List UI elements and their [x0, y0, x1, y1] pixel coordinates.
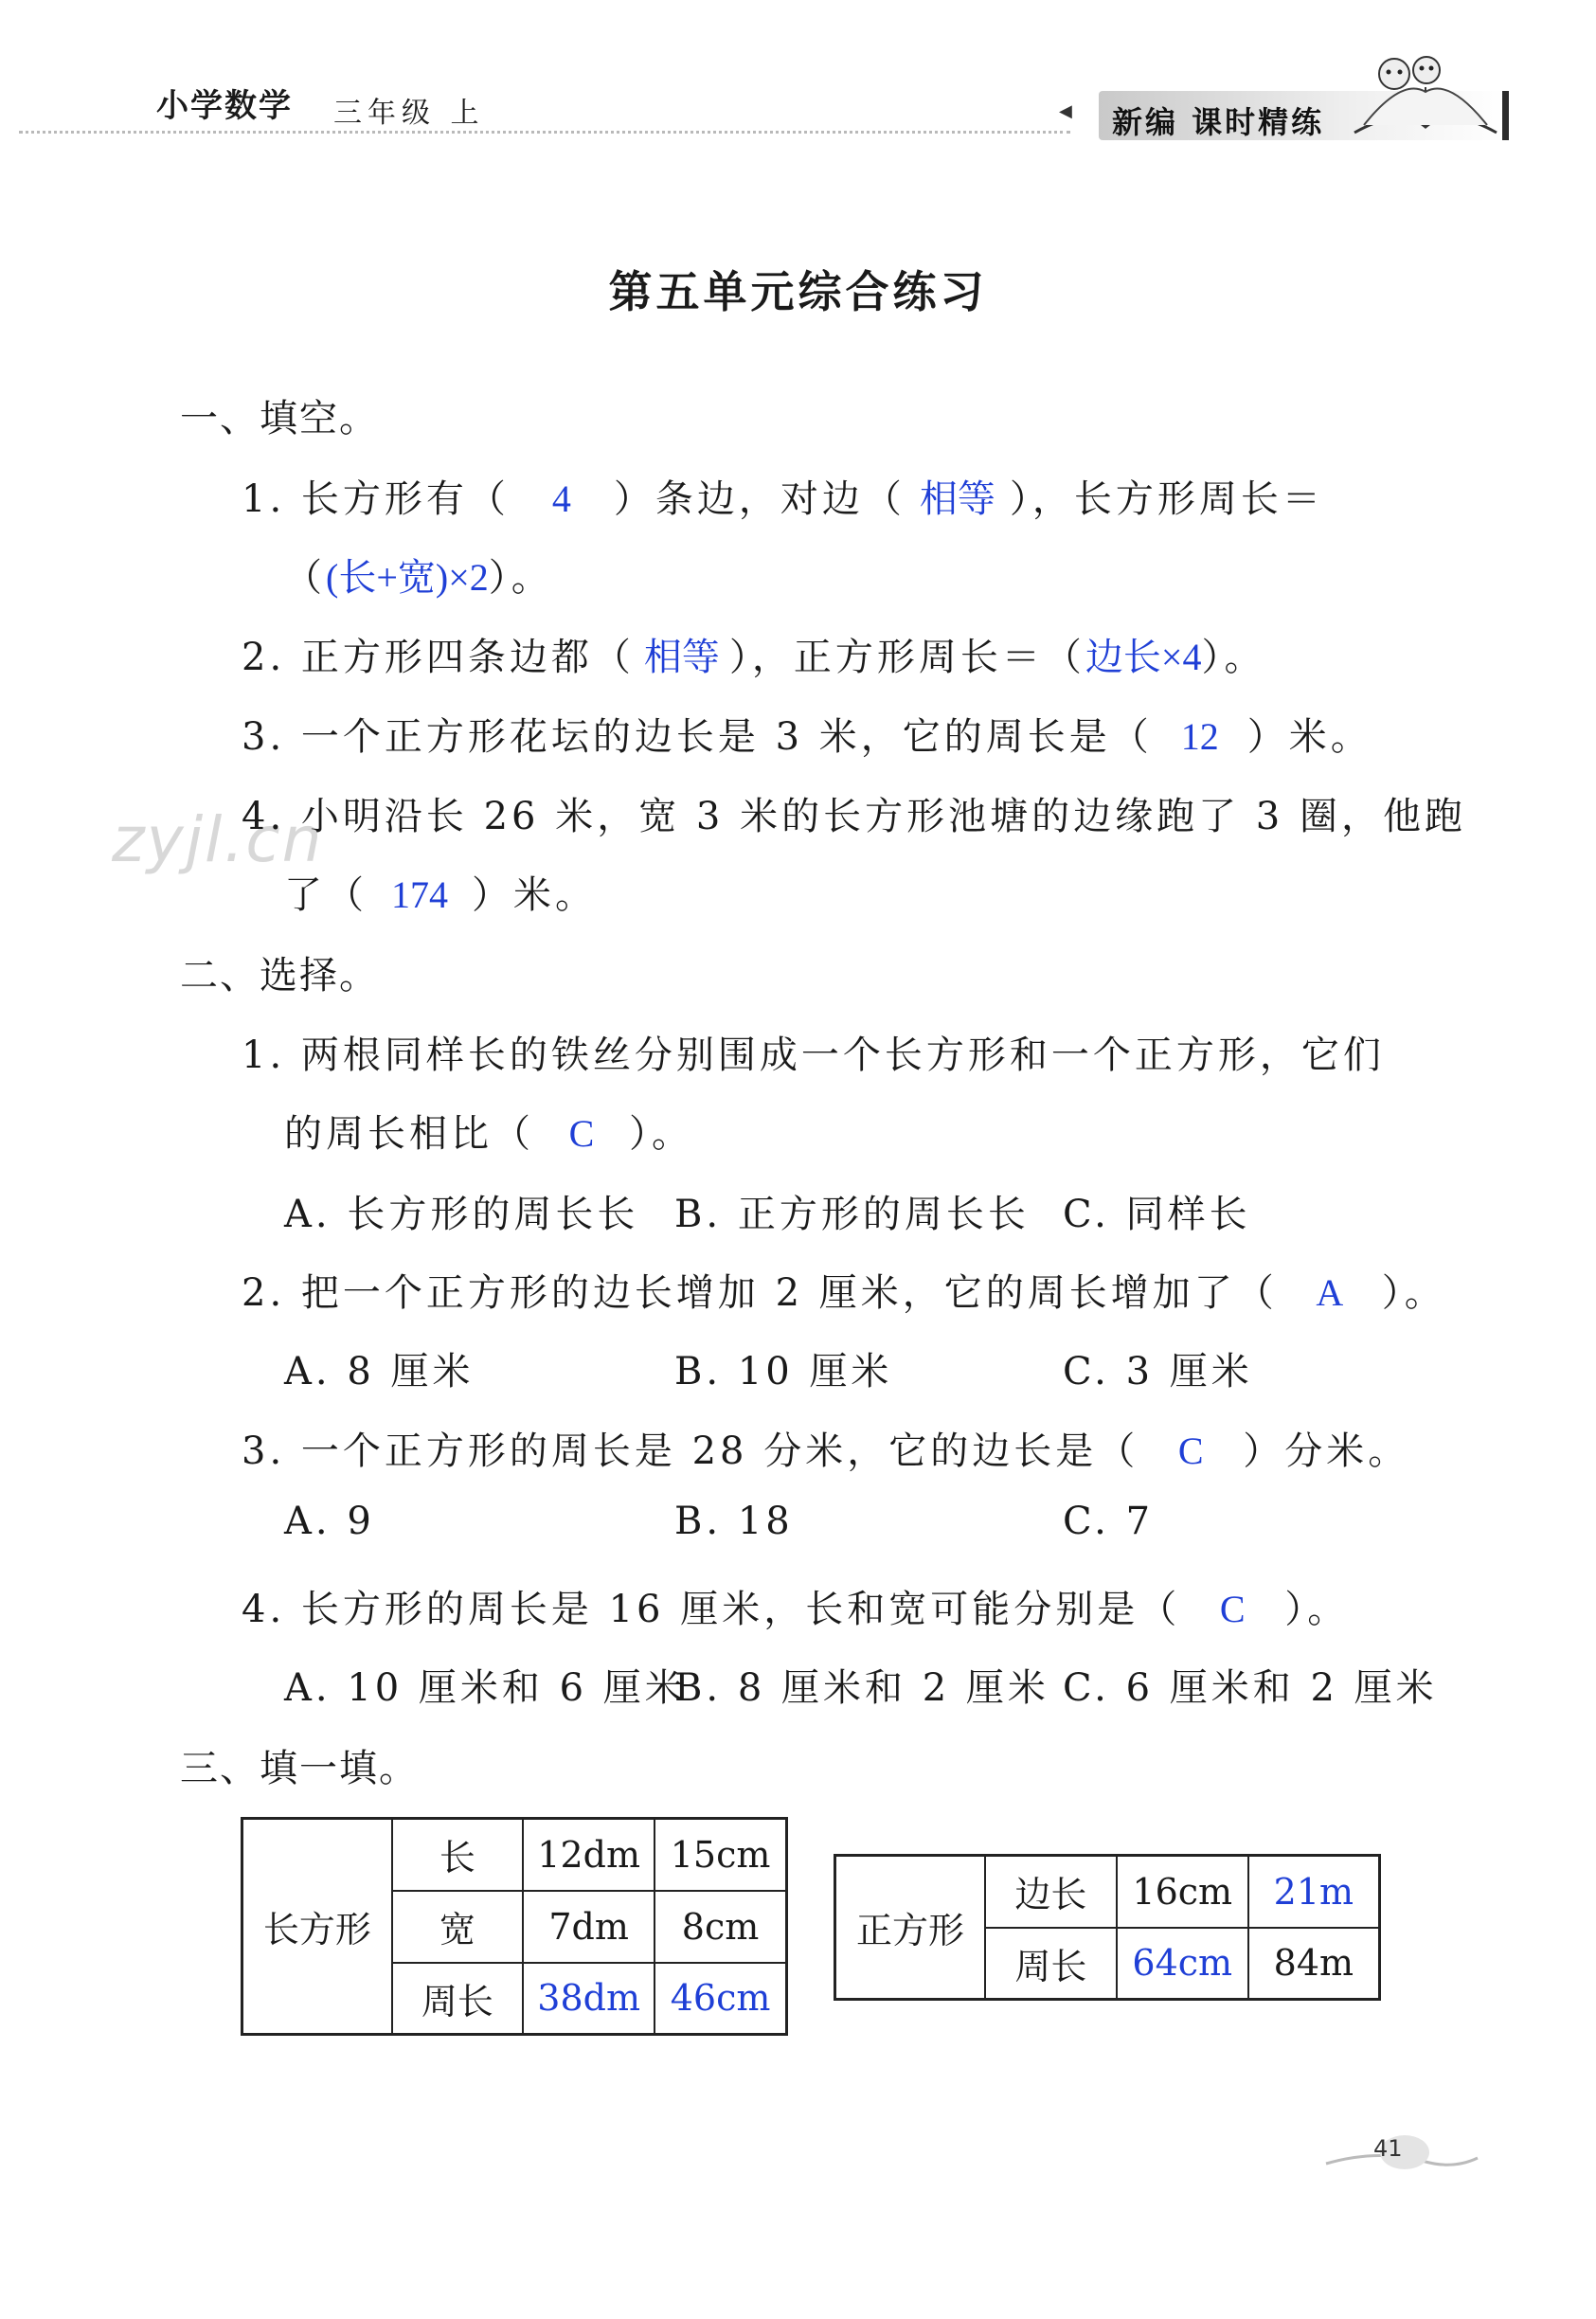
answer: 4: [551, 477, 571, 520]
option-b: B. 18: [674, 1500, 794, 1543]
question-text: ）。: [1284, 1588, 1350, 1631]
answer: 边长×4: [1085, 636, 1202, 678]
question-1-1-cont: [284, 548, 553, 602]
option-c: C. 3 厘米: [1063, 1350, 1253, 1393]
option-c: C. 6 厘米和 2 厘米: [1063, 1666, 1438, 1710]
question-text: ）米。: [1246, 715, 1372, 759]
table-cell: 7dm: [523, 1891, 655, 1963]
section-fill-blank-heading: 一、填空。: [180, 397, 379, 440]
question-text: ）米。: [472, 873, 597, 917]
row-name: 周长: [985, 1928, 1117, 2000]
table-cell: 8cm: [655, 1891, 786, 1963]
question-text: 2. 把一个正方形的边长增加 2 厘米，它的周长增加了（: [242, 1271, 1278, 1315]
question-text: 3. 一个正方形花坛的边长是 3 米，它的周长是（: [242, 715, 1153, 759]
question-text: ）分米。: [1243, 1429, 1410, 1473]
header-bar: [1502, 91, 1509, 140]
row-name: 周长: [392, 1963, 523, 2035]
question-1-4-cont: [284, 865, 597, 919]
answer: C: [568, 1112, 595, 1155]
question-text: 的周长相比（: [284, 1112, 534, 1156]
section-fill-table-heading: 三、填一填。: [180, 1747, 419, 1790]
question-text: ）。: [1201, 636, 1266, 679]
question-1-3: [242, 707, 1372, 761]
question-text: ），长方形周长＝: [1009, 477, 1324, 521]
answer-cell: 38dm: [523, 1963, 655, 2035]
option-a: A. 9: [284, 1500, 375, 1543]
row-name: 边长: [985, 1856, 1117, 1928]
question-text: ）。: [488, 556, 553, 600]
answer: C: [1177, 1429, 1204, 1472]
question-text: 了（: [284, 873, 368, 917]
header-grade: 三年级 上: [333, 97, 485, 130]
header-brand-text: 新编 课时精练: [1112, 104, 1325, 140]
book-mascot-icon: [1345, 49, 1506, 144]
question-1-1: [242, 469, 1324, 523]
square-table: [834, 1854, 1381, 2001]
header-subject: 小学数学: [156, 87, 293, 125]
table-cell: 84m: [1248, 1928, 1380, 2000]
answer: 相等: [919, 477, 995, 520]
question-text: （: [284, 556, 326, 600]
answer: (长+宽)×2: [326, 556, 489, 599]
question-text: 1. 两根同样长的铁丝分别围成一个长方形和一个正方形，它们: [242, 1034, 1385, 1077]
option-a: A. 长方形的周长长: [284, 1193, 639, 1236]
question-text: ）条边，对边（: [613, 477, 906, 521]
table-label: 长方形: [242, 1819, 392, 2035]
table-cell: 16cm: [1117, 1856, 1248, 1928]
table-cell: 15cm: [655, 1819, 786, 1891]
section-choice-heading: 二、选择。: [180, 954, 379, 998]
option-b: B. 正方形的周长长: [674, 1193, 1030, 1236]
question-text: 4. 长方形的周长是 16 厘米，长和宽可能分别是（: [242, 1588, 1181, 1631]
question-2-2: [242, 1263, 1446, 1317]
page-title: 第五单元综合练习: [608, 266, 988, 317]
row-name: 长: [392, 1819, 523, 1891]
answer-cell: 46cm: [655, 1963, 786, 2035]
question-1-2: [242, 627, 1265, 681]
watermark: zyjl.cn: [112, 803, 324, 876]
left-triangle-icon: ◀: [1059, 101, 1072, 121]
answer-cell: 64cm: [1117, 1928, 1248, 2000]
table-label: 正方形: [835, 1856, 986, 2000]
question-2-3: [242, 1421, 1409, 1475]
table-cell: 12dm: [523, 1819, 655, 1891]
rectangle-table: [241, 1817, 788, 2036]
option-c: C. 同样长: [1063, 1193, 1251, 1236]
question-text: ）。: [1381, 1271, 1446, 1315]
question-text: 2. 正方形四条边都（: [242, 636, 635, 679]
answer-cell: 21m: [1248, 1856, 1380, 1928]
question-2-1: [242, 1025, 1385, 1079]
answer: A: [1316, 1271, 1344, 1314]
page-number: 41: [1373, 2135, 1403, 2162]
question-2-4: [242, 1579, 1349, 1633]
question-1-4: [242, 786, 1466, 840]
answer: 12: [1180, 715, 1219, 758]
option-b: B. 10 厘米: [674, 1350, 893, 1393]
answer: 相等: [643, 636, 720, 678]
answer: C: [1219, 1588, 1246, 1630]
question-text: 1. 长方形有（: [242, 477, 510, 521]
option-a: A. 8 厘米: [284, 1350, 475, 1393]
option-b: B. 8 厘米和 2 厘米: [674, 1666, 1049, 1710]
option-a: A. 10 厘米和 6 厘米: [284, 1666, 687, 1710]
question-2-1-cont: [284, 1104, 693, 1158]
row-name: 宽: [392, 1891, 523, 1963]
question-text: ）。: [629, 1112, 693, 1156]
answer: 174: [391, 873, 448, 916]
question-text: 4. 小明沿长 26 米，宽 3 米的长方形池塘的边缘跑了 3 圈，他跑: [242, 795, 1466, 838]
page-header: [0, 0, 1596, 161]
option-c: C. 7: [1063, 1500, 1155, 1543]
question-text: ），正方形周长＝（: [728, 636, 1085, 679]
header-divider: [19, 131, 1070, 134]
question-text: 3. 一个正方形的周长是 28 分米，它的边长是（: [242, 1429, 1139, 1473]
